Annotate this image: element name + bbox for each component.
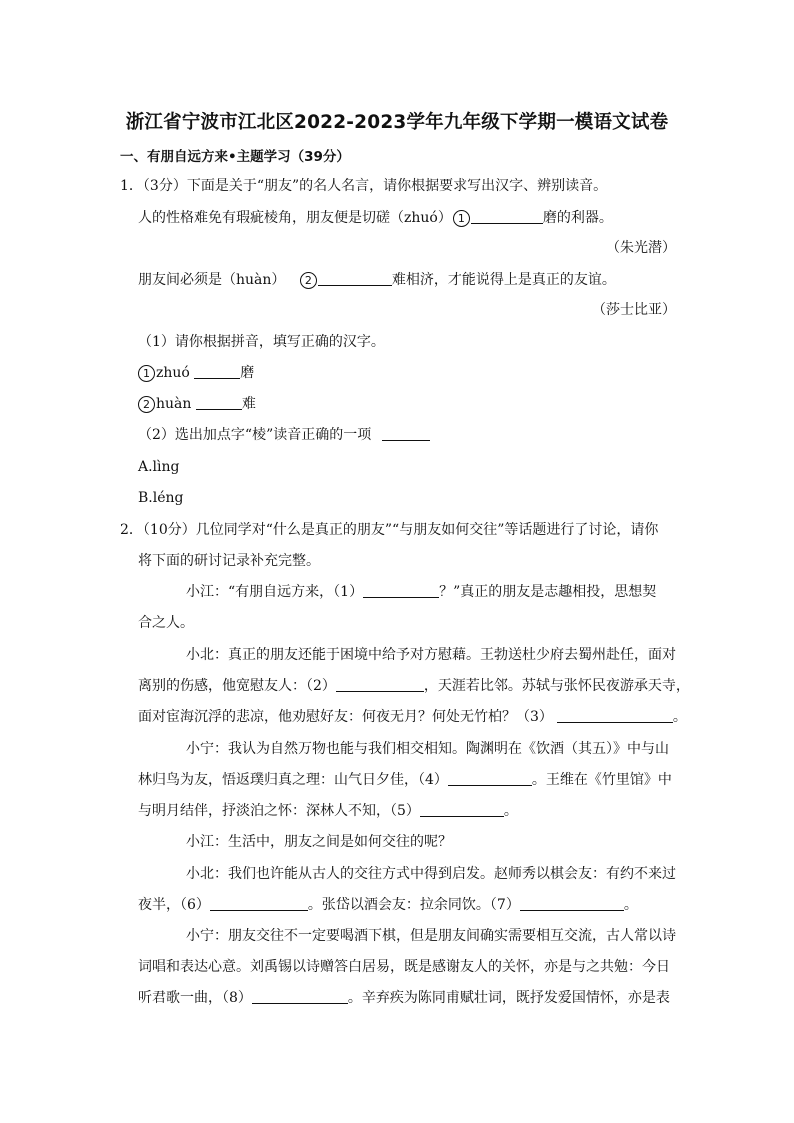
q1-quote2	[138, 270, 616, 290]
answer-blank-q2-8[interactable]	[252, 989, 348, 1004]
q1-sub1: （1）请你根据拼音，填写正确的汉字。	[138, 334, 385, 350]
q2-p3-line1: 小宁：我认为自然万物也能与我们相交相知。陶渊明在《饮酒（其五）》中与山	[186, 741, 669, 757]
q2-p3-line3	[138, 801, 518, 821]
q2-p5-b3: 。	[623, 897, 638, 913]
pinyin-zhuo: zhuó	[156, 365, 190, 381]
q1-author1: （朱光潜）	[606, 240, 676, 256]
q2-p5-line2	[138, 895, 638, 915]
section-heading: 一、有朋自远方来•主题学习（39分）	[120, 149, 350, 165]
answer-blank-q2-7[interactable]	[520, 896, 624, 911]
q1-sub1-a	[138, 363, 254, 383]
q2-p2-line2	[138, 676, 690, 696]
answer-blank-q2-5[interactable]	[420, 802, 504, 817]
q2-p2-line3	[138, 707, 687, 727]
answer-blank-1[interactable]	[471, 209, 543, 224]
q2-stem-line2: 将下面的研讨记录补充完整。	[138, 553, 320, 569]
answer-blank-choice[interactable]	[382, 426, 430, 441]
circled-number-1: 1	[138, 365, 155, 382]
q2-p2-b1: 离别的伤感，他宽慰友人：（2）	[138, 678, 336, 694]
q2-p6-c2: 。辛弃疾为陈同甫赋壮词，既抒发爱国情怀，亦是表	[347, 990, 670, 1006]
circled-number-1: 1	[453, 210, 470, 227]
q2-p2-c1: 面对宦海沉浮的悲凉，他劝慰好友：何夜无月？何处无竹柏？（3）	[138, 709, 553, 725]
q2-p3-b1: 林归鸟为友，悟返璞归真之理：山气日夕佳，（4）	[138, 772, 448, 788]
q2-p1-b: ？”真正的朋友是志趣相投，思想契	[439, 584, 657, 600]
q2-p1-a: 小江：“有朋自远方来，（1）	[186, 584, 364, 600]
answer-blank-2[interactable]	[318, 271, 392, 286]
q2-p1-line2: 合之人。	[138, 615, 194, 631]
q2-p6-line3	[138, 988, 670, 1008]
answer-blank-q2-3[interactable]	[557, 708, 673, 723]
q2-p5-b1: 夜半，（6）	[138, 897, 210, 913]
q2-p1-line1	[186, 582, 656, 602]
q2-p2-line1: 小北：真正的朋友还能于困境中给予对方慰藉。王勃送杜少府去蜀州赴任，面对	[186, 647, 676, 663]
q1-quote1	[138, 208, 613, 228]
q2-p2-b2: ，天涯若比邻。苏轼与张怀民夜游承天寺，	[423, 678, 690, 694]
q1-author2: （莎士比亚）	[592, 302, 676, 318]
answer-blank-huan[interactable]	[196, 395, 242, 410]
q1-quote1-post: 磨的利器。	[542, 210, 613, 226]
q2-p5-line1: 小北：我们也许能从古人的交往方式中得到启发。赵师秀以棋会友：有约不来过	[186, 866, 676, 882]
q1-quote2-post: 难相济，才能说得上是真正的友谊。	[391, 272, 616, 288]
q2-p3-line2	[138, 770, 672, 790]
circled-number-2: 2	[300, 272, 317, 289]
q2-p3-c1: 与明月结伴，抒淡泊之怀：深林人不知，（5）	[138, 803, 420, 819]
q1-sub2-text: （2）选出加点字“棱”读音正确的一项	[138, 427, 372, 443]
q2-stem-line1: 2．（10分）几位同学对“什么是真正的朋友”“与朋友如何交往”等话题进行了讨论，请你	[120, 522, 659, 538]
q2-p2-c2: 。	[672, 709, 687, 725]
q1-sub1-b	[138, 394, 256, 414]
answer-blank-q2-2[interactable]	[336, 677, 424, 692]
q1-quote2-pre: 朋友间必须是（huàn）	[138, 272, 286, 288]
q2-p6-line2: 词唱和表达心意。刘禹锡以诗赠答白居易，既是感谢友人的关怀，亦是与之共勉：今日	[138, 959, 670, 975]
answer-blank-q2-4[interactable]	[448, 771, 532, 786]
answer-blank-zhuo[interactable]	[194, 364, 240, 379]
char-nan: 难	[241, 396, 256, 412]
q2-p4: 小江：生活中，朋友之间是如何交往的呢？	[186, 834, 452, 850]
q2-p6-c1: 听君歌一曲，（8）	[138, 990, 252, 1006]
q2-p3-c2: 。	[503, 803, 518, 819]
q1-quote1-pre: 人的性格难免有瑕疵棱角，朋友便是切磋（zhuó）	[138, 210, 452, 226]
pinyin-huan: huàn	[156, 396, 192, 412]
q2-p5-b2: 。张岱以酒会友：拉余同饮。（7）	[307, 897, 520, 913]
q1-stem: 1．（3分）下面是关于“朋友”的名人名言，请你根据要求写出汉字、辨别读音。	[120, 178, 608, 194]
q2-p3-b2: 。王维在《竹里馆》中	[531, 772, 672, 788]
q1-sub2	[138, 425, 430, 445]
option-a[interactable]: A.lìng	[138, 459, 180, 475]
answer-blank-q2-1[interactable]	[363, 583, 439, 598]
char-mo: 磨	[240, 365, 255, 381]
circled-number-2: 2	[138, 396, 155, 413]
option-b[interactable]: B.léng	[138, 490, 184, 506]
q2-p6-line1: 小宁：朋友交往不一定要喝酒下棋，但是朋友间确实需要相互交流，古人常以诗	[186, 928, 676, 944]
answer-blank-q2-6[interactable]	[210, 896, 308, 911]
page-title: 浙江省宁波市江北区2022-2023学年九年级下学期一模语文试卷	[125, 112, 669, 133]
